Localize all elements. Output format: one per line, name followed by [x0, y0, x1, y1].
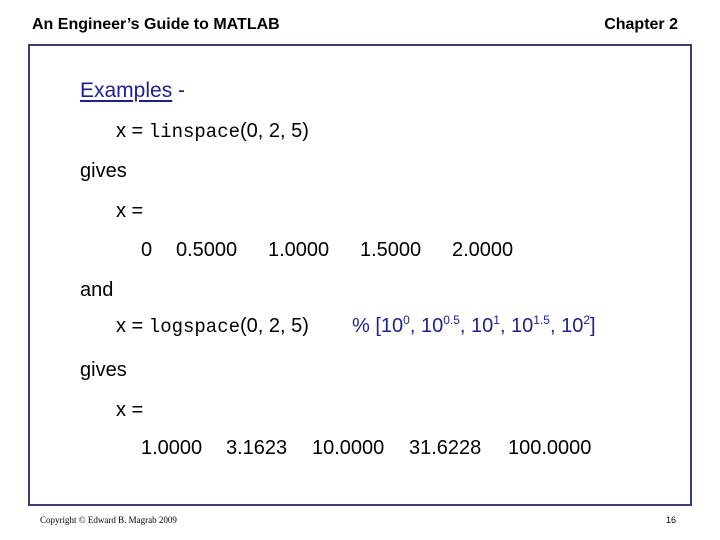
comment-exponent: 1.5 [533, 313, 550, 327]
cmd1-prefix: x = [116, 120, 149, 142]
gives-label-2: gives [80, 359, 127, 381]
x-equals-label-1: x = [116, 200, 144, 222]
linspace-result-row [0, 240, 720, 264]
and-label: and [80, 279, 114, 301]
logspace-value: 31.6228 [409, 437, 482, 459]
comment-part: , 10 [409, 315, 444, 337]
logspace-value: 100.0000 [508, 437, 592, 459]
comment-exponent: 0 [403, 313, 410, 327]
linspace-value: 1.0000 [268, 239, 330, 261]
cmd1-args: (0, 2, 5) [240, 120, 309, 142]
header-chapter: Chapter 2 [604, 16, 678, 33]
footer-page-number: 16 [666, 515, 677, 525]
linspace-value: 0 [141, 239, 153, 261]
logspace-value: 3.1623 [226, 437, 288, 459]
logspace-result-row [0, 438, 720, 462]
comment-part: % [10 [352, 315, 404, 337]
logspace-value: 10.0000 [312, 437, 385, 459]
slide-title [80, 80, 185, 101]
header-book-title: An Engineer’s Guide to MATLAB [32, 16, 280, 33]
comment-part: , 10 [549, 315, 584, 337]
comment-exponent: 0.5 [443, 313, 460, 327]
cmd2-args: (0, 2, 5) [240, 315, 309, 337]
comment-part: , 10 [459, 315, 494, 337]
comment-part: , 10 [499, 315, 534, 337]
logspace-command [116, 316, 309, 337]
linspace-command [116, 121, 309, 142]
title-dash: - [172, 79, 186, 102]
cmd1-func: linspace [148, 121, 241, 143]
comment-part: ] [590, 315, 596, 337]
linspace-value: 0.5000 [176, 239, 238, 261]
footer-copyright: Copyright © Edward B. Magrab 2009 [40, 515, 177, 525]
title-word: Examples [80, 79, 173, 102]
comment-exponent: 1 [493, 313, 500, 327]
linspace-value: 2.0000 [452, 239, 514, 261]
logspace-value: 1.0000 [141, 437, 203, 459]
cmd2-func: logspace [148, 316, 241, 338]
cmd2-prefix: x = [116, 315, 149, 337]
linspace-value: 1.5000 [360, 239, 422, 261]
gives-label-1: gives [80, 160, 127, 182]
logspace-comment [352, 313, 596, 337]
x-equals-label-2: x = [116, 399, 144, 421]
comment-exponent: 2 [583, 313, 591, 327]
